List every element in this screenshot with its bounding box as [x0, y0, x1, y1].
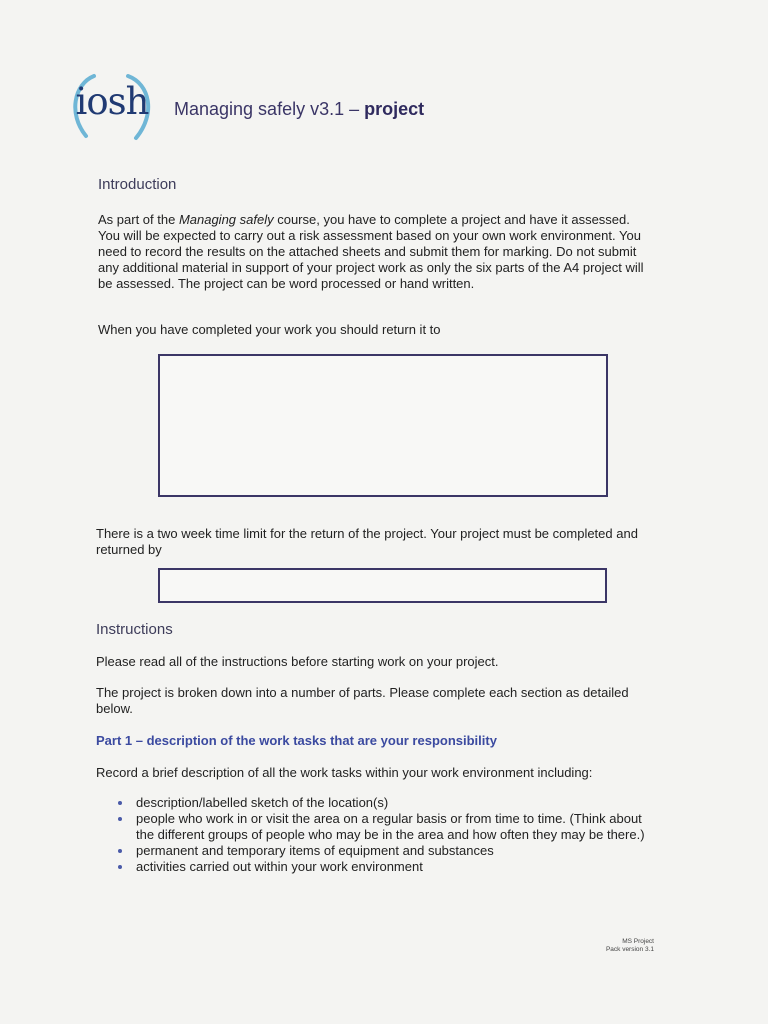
part1-intro: Record a brief description of all the work tasks within your work environment including: [96, 765, 593, 780]
list-item [116, 859, 656, 875]
part1-heading: Part 1 – description of the work tasks that are your responsibility [96, 733, 497, 748]
return-date-box[interactable] [158, 568, 607, 603]
instructions-paragraph-1: Please read all of the instructions before starting work on your project. [96, 654, 499, 669]
bullet-icon [118, 801, 122, 805]
document-title [174, 99, 424, 120]
logo-text: iosh [75, 80, 149, 123]
title-main: Managing safely v3.1 – [174, 99, 365, 119]
title-bold: project [364, 99, 425, 119]
time-limit-text: There is a two week time limit for the return of the project. Your project must be completed and returned by [96, 526, 638, 557]
intro-text-b: course, you have to complete a project and have it assessed. You will be expected to carry out a risk assessment based on your own work environment. You need to record the results on the attached sheets and submit them for marking. Do not submit any additional material in support of your project work as only the six parts of the A4 project will be assessed. The project can be word processed or hand written. [98, 212, 644, 291]
part1-list [116, 795, 656, 875]
list-item-text: description/labelled sketch of the location(s) [136, 795, 389, 810]
return-address-box[interactable] [158, 354, 608, 497]
bullet-icon [118, 865, 122, 869]
instructions-heading: Instructions [96, 621, 173, 638]
footer-line-1: MS Project [622, 938, 654, 945]
list-item [116, 843, 656, 859]
list-item [116, 795, 656, 811]
list-item [116, 811, 656, 843]
list-item-text: people who work in or visit the area on a regular basis or from time to time. (Think about the different groups of people who may be in the area and how often they may be there.) [136, 811, 645, 842]
introduction-heading: Introduction [98, 176, 177, 193]
page-footer [580, 938, 654, 954]
bullet-icon [118, 849, 122, 853]
bullet-icon [118, 817, 122, 821]
return-instruction: When you have completed your work you should return it to [98, 322, 441, 337]
introduction-paragraph [98, 212, 650, 292]
list-item-text: activities carried out within your work environment [136, 859, 423, 874]
list-item-text: permanent and temporary items of equipment and substances [136, 843, 494, 858]
intro-text-a: As part of the [98, 212, 179, 227]
instructions-paragraph-2: The project is broken down into a number of parts. Please complete each section as detailed below. [96, 685, 629, 716]
footer-line-2: Pack version 3.1 [605, 946, 654, 953]
course-name: Managing safely [178, 212, 274, 227]
iosh-logo [66, 70, 158, 146]
